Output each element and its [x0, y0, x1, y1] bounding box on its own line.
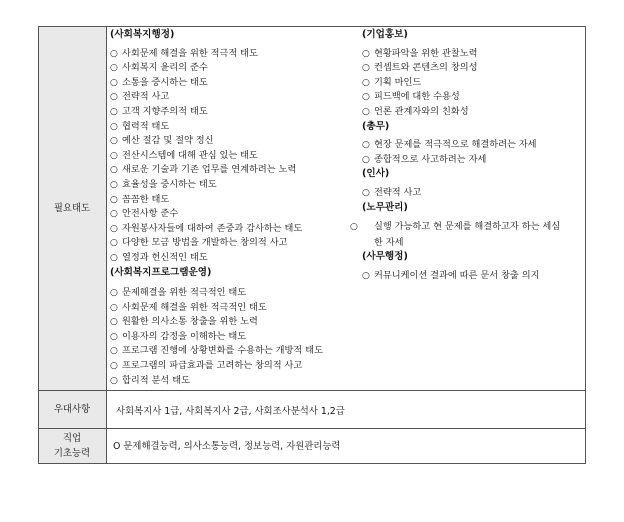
list-item: ○ 프로그램 진행에 상황변화를 수용하는 개방적 태도 [110, 344, 358, 359]
list-item: ○ 꼼꼼한 태도 [110, 193, 358, 208]
list-item: ○ 효율성을 중시하는 태도 [110, 178, 358, 193]
preferred-qualifications-text: 사회복지사 1급, 사회복지사 2급, 사회조사분석사 1,2급 [116, 406, 345, 417]
attitude-right-column [362, 28, 562, 283]
list-item: ○ 이용자의 감정을 이해하는 태도 [110, 330, 358, 345]
list-item: ○ 피드백에 대한 수용성 [362, 90, 562, 105]
table-column-divider [106, 26, 107, 464]
list-item: ○ 다양한 모금 방법을 개발하는 창의적 사고 [110, 236, 358, 251]
list-item: ○ 커뮤니케이션 결과에 따른 문서 창출 의지 [362, 269, 562, 284]
section-heading-hr: (인사) [362, 168, 390, 180]
label-text-line1: 직업 [62, 432, 82, 444]
label-basic-competency [38, 428, 106, 463]
section-heading-general-affairs: (총무) [362, 120, 390, 132]
list-item: ○ 열정과 헌신적인 태도 [110, 251, 358, 266]
label-required-attitude [38, 26, 106, 390]
list-item: ○ 실행 가능하고 현 문제를 해결하고자 하는 세심한 자세 [362, 219, 562, 250]
table-row-divider [38, 428, 586, 429]
table-border-bottom [38, 463, 586, 464]
list-item: ○ 자원봉사자들에 대하여 존중과 감사하는 태도 [110, 222, 358, 237]
list-item: ○ 사회문제 해결을 위한 적극적인 태도 [110, 301, 358, 316]
list-item: ○ 사회복지 윤리의 준수 [110, 61, 358, 76]
label-text: 필요태도 [53, 202, 91, 214]
list-item: ○ 예산 절감 및 절약 정신 [110, 134, 358, 149]
table-row-divider [38, 390, 586, 391]
section-heading-labor-management: (노무관리) [362, 201, 408, 213]
list-item: ○ 전략적 사고 [362, 186, 562, 201]
list-item: ○ 사회문제 해결을 위한 적극적 태도 [110, 47, 358, 62]
section-heading-welfare-admin: (사회복지행정) [110, 29, 175, 40]
list-item: ○ 컨셉트와 콘텐츠의 창의성 [362, 61, 562, 76]
list-item: ○ 원활한 의사소통 창출을 위한 노력 [110, 315, 358, 330]
list-item: ○ 협력적 태도 [110, 120, 358, 135]
section-heading-welfare-program: (사회복지프로그램운영) [110, 266, 212, 278]
list-item: ○ 안전사항 준수 [110, 207, 358, 222]
list-item: ○ 프로그램의 파급효과를 고려하는 창의적 사고 [110, 359, 358, 374]
list-item: ○ 새로운 기술과 기존 업무를 연계하려는 노력 [110, 163, 358, 178]
list-item: ○ 소통을 중시하는 태도 [110, 76, 358, 91]
section-heading-office-admin: (사무행정) [362, 251, 408, 263]
list-item: ○ 기획 마인드 [362, 76, 562, 91]
list-item: ○ 문제해결을 위한 적극적인 태도 [110, 286, 358, 301]
list-item: ○ 현황파악을 위한 관찰노력 [362, 47, 562, 62]
label-text: 우대사항 [53, 403, 91, 415]
list-item: ○ 현장 문제를 적극적으로 해결하려는 자세 [362, 138, 562, 153]
list-item: ○ 종합적으로 사고하려는 자세 [362, 153, 562, 168]
label-text-line2: 기초능력 [53, 447, 91, 459]
list-item: ○ 전산시스템에 대해 관심 있는 태도 [110, 149, 358, 164]
list-item: ○ 언론 관계자와의 친화성 [362, 105, 562, 120]
table-border-left [38, 26, 39, 464]
attitude-left-column [110, 28, 358, 388]
list-item: ○ 고객 지향주의적 태도 [110, 105, 358, 120]
list-item: ○ 전략적 사고 [110, 90, 358, 105]
label-preferred [38, 390, 106, 428]
table-border-top [38, 26, 586, 27]
section-heading-corporate-pr: (기업홍보) [362, 29, 408, 40]
table-border-right [585, 26, 586, 464]
basic-competency-text: O 문제해결능력, 의사소통능력, 정보능력, 자원관리능력 [113, 441, 341, 452]
list-item: ○ 합리적 분석 태도 [110, 374, 358, 389]
